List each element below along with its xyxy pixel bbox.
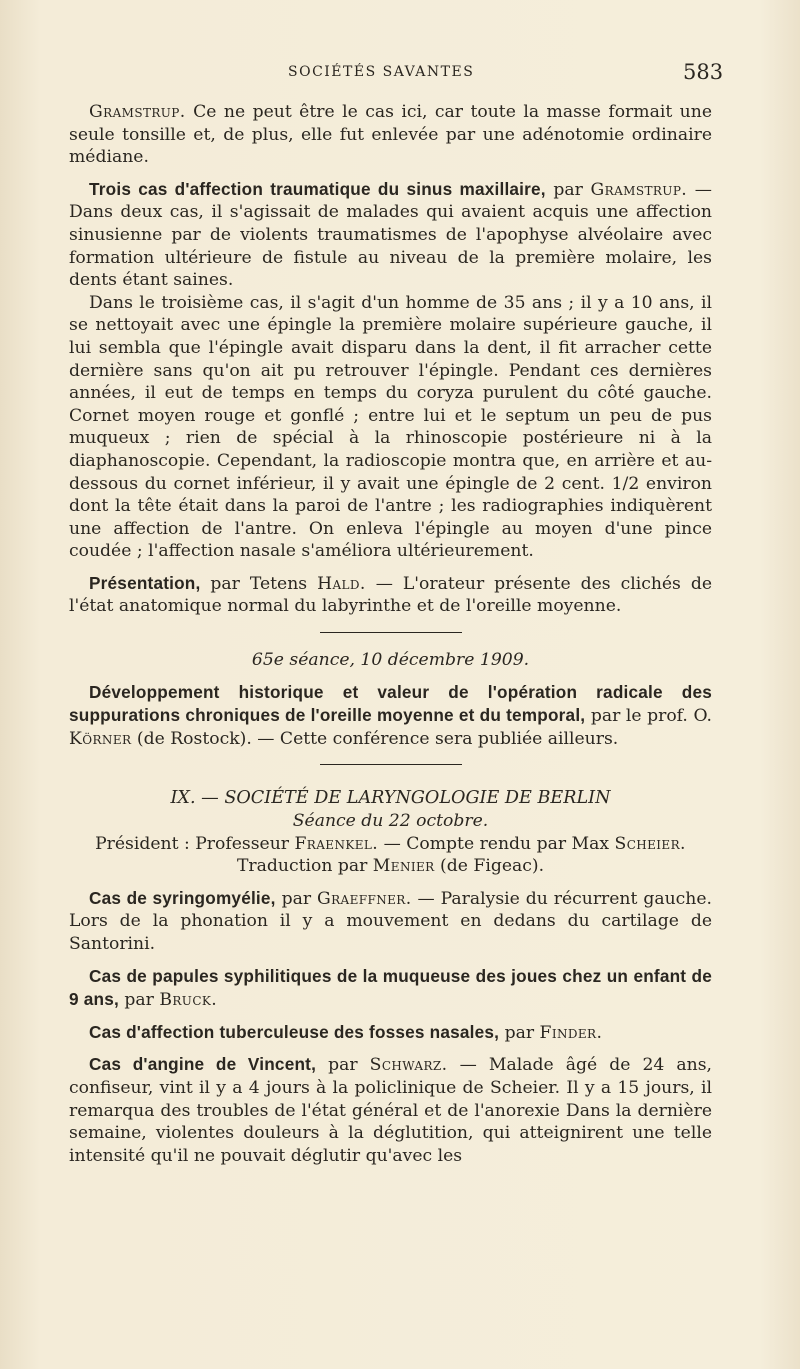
paragraph-angine-vincent bbox=[69, 1053, 712, 1167]
author-name: Gramstrup. bbox=[590, 179, 688, 200]
paragraph-text: Ce ne peut être le cas ici, car toute la masse formait une seule tonsille et, de plus, elle fut enlevée par une adénotomie ordinaire médiane. bbox=[69, 102, 712, 168]
by-label: par bbox=[275, 888, 317, 909]
paragraph-text: — Dans deux cas, il s'agissait de malades qui avaient acquis une affection sinusienne par de violents traumatismes de l'apophyse alvéolaire avec formation ultérieure de fistule au niveau de la première molaire, les dents étant saines. bbox=[69, 179, 712, 291]
paragraph-developpement-historique bbox=[69, 681, 712, 751]
paragraph-papules-syphilitiques bbox=[69, 965, 712, 1012]
by-label: par le prof. O. bbox=[585, 706, 712, 727]
paragraph-presentation bbox=[69, 572, 712, 618]
communication-title: Trois cas d'affection traumatique du sinus maxillaire, bbox=[89, 178, 546, 199]
society-president-line bbox=[69, 833, 712, 856]
author-name: Finder. bbox=[539, 1022, 603, 1043]
author-name: Gramstrup. bbox=[89, 102, 186, 122]
section-divider bbox=[320, 632, 462, 633]
section-divider bbox=[320, 764, 462, 765]
seance-heading: 65e séance, 10 décembre 1909. bbox=[251, 650, 530, 671]
author-name: Bruck. bbox=[159, 990, 218, 1011]
by-label: par Tetens bbox=[200, 573, 318, 594]
author-name: Körner bbox=[69, 728, 132, 749]
page-header bbox=[0, 60, 800, 88]
paragraph-affection-tuberculeuse bbox=[69, 1021, 712, 1045]
communication-title: Cas de papules syphilitiques de la muqueuse des joues chez un enfant de 9 ans, bbox=[69, 965, 712, 1010]
by-label: par bbox=[316, 1055, 370, 1076]
report-prefix: — Compte rendu par Max bbox=[378, 833, 615, 854]
article-body bbox=[69, 101, 712, 1167]
society-session-date: Séance du 22 octobre. bbox=[292, 811, 489, 832]
president-prefix: Président : Professeur bbox=[95, 833, 295, 854]
author-name: Schwarz. bbox=[369, 1055, 448, 1076]
by-label: par bbox=[545, 179, 591, 200]
by-label: par bbox=[499, 1022, 540, 1043]
by-label: par bbox=[118, 990, 160, 1011]
paragraph-gramstrup-continued bbox=[69, 101, 712, 169]
author-name: Hald. bbox=[317, 573, 366, 594]
communication-title: Développement historique et valeur de l'opération radicale des suppurations chroniques de l'oreille moyenne et du temporal, bbox=[69, 681, 712, 726]
translator-name: Menier bbox=[372, 856, 435, 877]
paragraph-sinus-maxillaire bbox=[69, 178, 712, 292]
communication-title: Présentation, bbox=[89, 572, 201, 593]
president-name: Fraenkel. bbox=[294, 833, 379, 854]
running-head: SOCIÉTÉS SAVANTES bbox=[288, 64, 475, 80]
paragraph-text: — Malade âgé de 24 ans, confiseur, vint il y a 4 jours à la policlinique de Scheier. Il y a 15 jours, il remarqua des troubles de l'état général et de l'anorexie Dans la dernière semaine, violentes douleurs à la déglutition, qui atteignirent une telle intensité qu'il ne pouvait déglutir qu'avec les bbox=[69, 1055, 712, 1166]
author-name: Graeffner. bbox=[316, 888, 412, 909]
page-number: 583 bbox=[683, 60, 724, 84]
reporter-name: Scheier. bbox=[614, 833, 686, 854]
communication-title: Cas d'affection tuberculeuse des fosses nasales, bbox=[89, 1021, 500, 1042]
translation-prefix: Traduction par bbox=[236, 856, 373, 877]
paragraph-text: (de Rostock). — Cette conférence sera publiée ailleurs. bbox=[131, 728, 619, 749]
communication-title: Cas d'angine de Vincent, bbox=[89, 1054, 317, 1075]
society-translation-line bbox=[69, 855, 712, 878]
paragraph-text: — L'orateur présente des clichés de l'état anatomique normal du labyrinthe et de l'oreille moyenne. bbox=[69, 573, 712, 617]
paragraph-syringomyelie bbox=[69, 887, 712, 956]
communication-title: Cas de syringomyélie, bbox=[89, 887, 276, 908]
society-heading: IX. — SOCIÉTÉ DE LARYNGOLOGIE DE BERLIN bbox=[170, 788, 611, 809]
paragraph-troisieme-cas: Dans le troisième cas, il s'agit d'un homme de 35 ans ; il y a 10 ans, il se nettoyait avec une épingle la première molaire supérieure gauche, il lui sembla que l'épingle avait disparu dans la dent, il fit arracher cette dernière sans qu'on ait pu retrouver l'épingle. Pendant ces dernières années, il eut de temps en temps du coryza purulent du côté gauche. Cornet moyen rouge et gonflé ; entre lui et le septum un peu de pus muqueux ; rien de spécial à la rhinoscopie postérieure ni à la diaphanoscopie. Cependant, la radioscopie montra que, en arrière et au-dessous du cornet inférieur, il y avait une épingle de 2 cent. 1/2 environ dont la tête était dans la paroi de l'antre ; les radiographies indiquèrent une affection de l'antre. On enleva l'épingle au moyen d'une pince coudée ; l'affection nasale s'améliora ultérieurement. bbox=[69, 292, 712, 562]
paragraph-text: — Paralysie du récurrent gauche. Lors de la phonation il y a mouvement en dedans du cartilage de Santorini. bbox=[69, 888, 712, 954]
translation-suffix: (de Figeac). bbox=[434, 856, 545, 877]
